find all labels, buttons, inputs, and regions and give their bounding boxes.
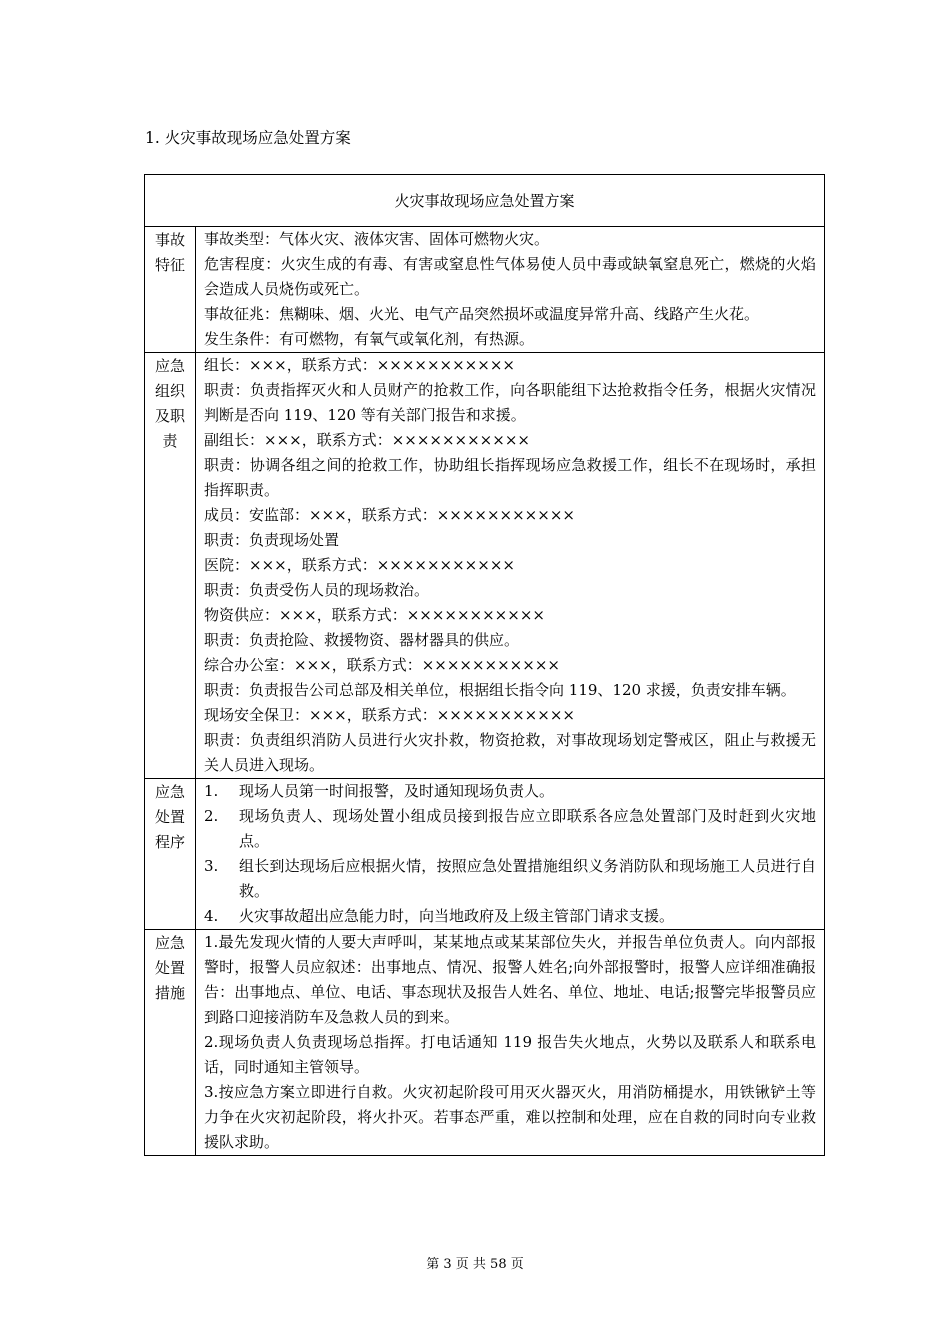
paragraph: 职责：负责组织消防人员进行火灾扑救，物资抢救，对事故现场划定警戒区，阻止与救援无关人员进入现场。 bbox=[204, 731, 816, 774]
row-content-accident-features bbox=[196, 227, 825, 353]
paragraph: 事故征兆：焦糊味、烟、火光、电气产品突然损坏或温度异常升高、线路产生火花。 bbox=[204, 305, 760, 323]
procedure-list bbox=[204, 779, 816, 929]
paragraph: 医院：×××，联系方式：××××××××××× bbox=[204, 556, 515, 574]
paragraph: 职责：协调各组之间的抢救工作，协助组长指挥现场应急救援工作，组长不在现场时，承担指挥职责。 bbox=[204, 456, 816, 499]
paragraph: 组长：×××，联系方式：××××××××××× bbox=[204, 356, 515, 374]
list-item: 2. 现场负责人、现场处置小组成员接到报告应立即联系各应急处置部门及时赶到火灾地点。 bbox=[204, 807, 816, 850]
table-row bbox=[145, 353, 825, 779]
paragraph: 成员：安监部：×××，联系方式：××××××××××× bbox=[204, 506, 575, 524]
paragraph: 物资供应：×××，联系方式：××××××××××× bbox=[204, 606, 545, 624]
emergency-plan-table bbox=[144, 174, 825, 1156]
paragraph: 现场安全保卫：×××，联系方式：××××××××××× bbox=[204, 706, 575, 724]
paragraph: 职责：负责受伤人员的现场救治。 bbox=[204, 581, 430, 599]
row-label-organization: 应急 组织 及职 责 bbox=[145, 353, 196, 779]
paragraph: 1.最先发现火情的人要大声呼叫，某某地点或某某部位失火，并报告单位负责人。向内部报警时，报警人员应叙述：出事地点、情况、报警人姓名;向外部报警时，报警人应详细准确报告：出事地点、单位、电话、事态现状及报告人姓名、单位、地址、电话;报警完毕报警员应到路口迎接消防车及急救人员的到来。 bbox=[204, 933, 816, 1026]
paragraph: 发生条件：有可燃物，有氧气或氧化剂，有热源。 bbox=[204, 330, 535, 348]
row-label-procedure: 应急 处置 程序 bbox=[145, 779, 196, 930]
page-footer: 第 3 页 共 58 页 bbox=[426, 1257, 524, 1272]
row-content-procedure bbox=[196, 779, 825, 930]
paragraph: 副组长：×××，联系方式：××××××××××× bbox=[204, 431, 530, 449]
table-row bbox=[145, 930, 825, 1156]
paragraph: 事故类型：气体火灾、液体灾害、固体可燃物火灾。 bbox=[204, 230, 550, 248]
row-label-measures: 应急 处置 措施 bbox=[145, 930, 196, 1156]
table-title: 火灾事故现场应急处置方案 bbox=[145, 175, 825, 227]
paragraph: 职责：负责指挥灭火和人员财产的抢救工作，向各职能组下达抢救指令任务，根据火灾情况判断是否向 119、120 等有关部门报告和求援。 bbox=[204, 381, 816, 424]
row-label-accident-features: 事故 特征 bbox=[145, 227, 196, 353]
paragraph: 职责：负责报告公司总部及相关单位，根据组长指令向 119、120 求援，负责安排车辆。 bbox=[204, 681, 796, 699]
paragraph: 综合办公室：×××，联系方式：××××××××××× bbox=[204, 656, 560, 674]
row-content-organization bbox=[196, 353, 825, 779]
list-item: 4. 火灾事故超出应急能力时，向当地政府及上级主管部门请求支援。 bbox=[204, 907, 675, 925]
paragraph: 3.按应急方案立即进行自救。火灾初起阶段可用灭火器灭火，用消防桶提水，用铁锹铲土等力争在火灾初起阶段，将火扑灭。若事态严重，难以控制和处理，应在自救的同时向专业救援队求助。 bbox=[204, 1083, 816, 1151]
paragraph: 职责：负责现场处置 bbox=[204, 531, 340, 549]
table-row bbox=[145, 227, 825, 353]
paragraph: 职责：负责抢险、救援物资、器材器具的供应。 bbox=[204, 631, 520, 649]
row-content-measures bbox=[196, 930, 825, 1156]
list-item: 1. 现场人员第一时间报警，及时通知现场负责人。 bbox=[204, 782, 555, 800]
section-heading: 1. 火灾事故现场应急处置方案 bbox=[145, 129, 351, 147]
paragraph: 2.现场负责人负责现场总指挥。打电话通知 119 报告失火地点，火势以及联系人和联系电话，同时通知主管领导。 bbox=[204, 1033, 816, 1076]
table-row bbox=[145, 779, 825, 930]
list-item: 3. 组长到达现场后应根据火情，按照应急处置措施组织义务消防队和现场施工人员进行自救。 bbox=[204, 857, 816, 900]
paragraph: 危害程度：火灾生成的有毒、有害或窒息性气体易使人员中毒或缺氧窒息死亡，燃烧的火焰会造成人员烧伤或死亡。 bbox=[204, 255, 816, 298]
